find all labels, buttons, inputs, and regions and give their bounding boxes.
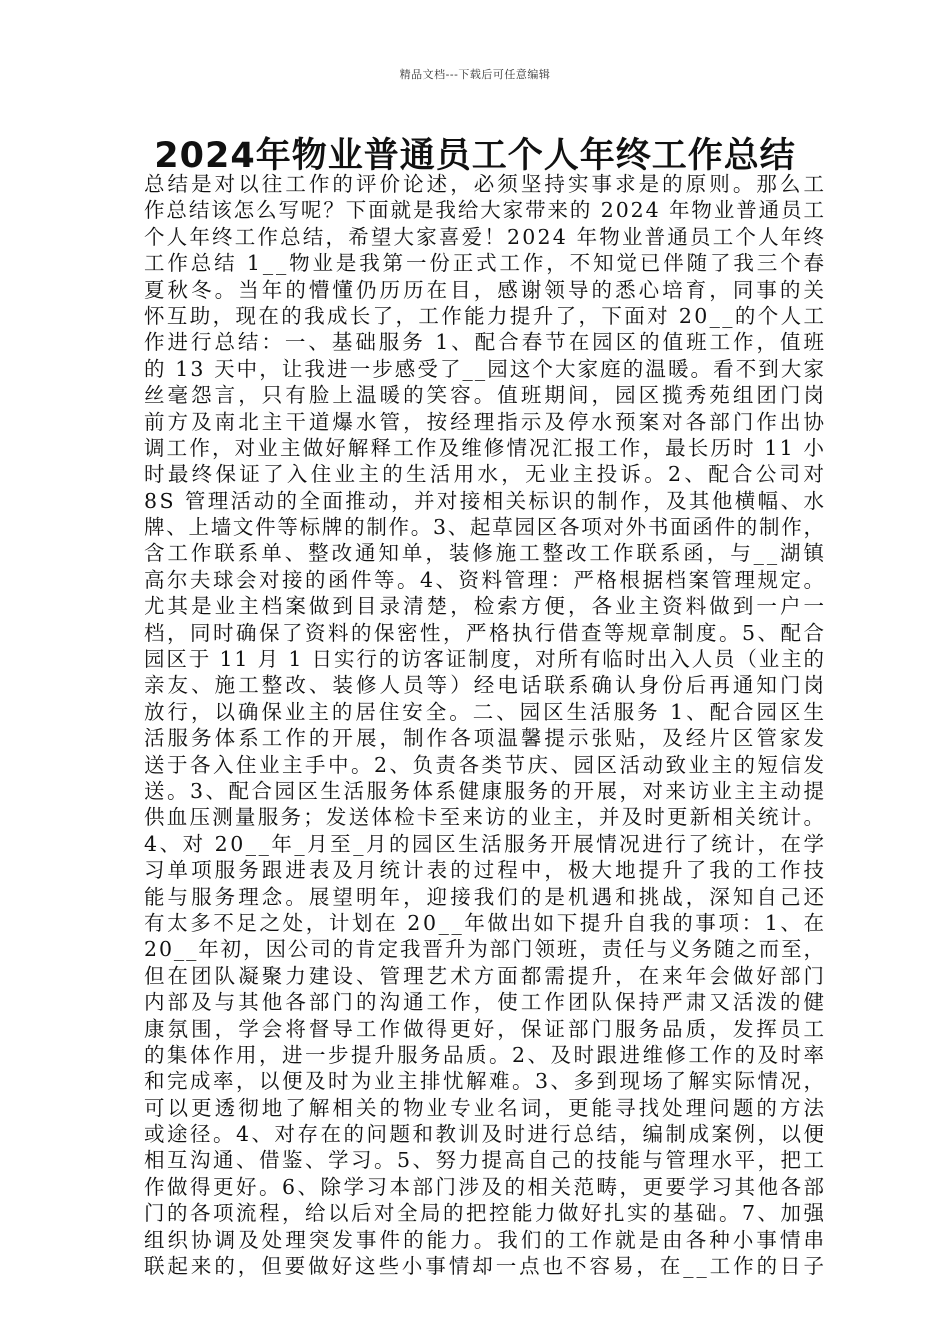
body-text-line-content: 内部及与其他各部门的沟通工作，使工作团队保持严肃又活泼的健 (144, 990, 828, 1015)
body-text-line (144, 171, 828, 197)
body-text-line-content: 园区于 11 月 1 日实行的访客证制度，对所有临时出入人员（业主的 (144, 647, 826, 672)
body-text-line-content: 可以更透彻地了解相关的物业专业名词，更能寻找处理问题的方法 (144, 1095, 828, 1120)
body-text-line-content: 习单项服务跟进表及月统计表的过程中，极大地提升了我的工作技 (144, 858, 828, 883)
body-text-line-content: 作进行总结：一、基础服务 1、配合春节在园区的值班工作，值班 (144, 330, 827, 355)
body-text-line-content: 怀互助，现在的我成长了，工作能力提升了，下面对 20__的个人工 (144, 303, 827, 328)
body-text-line-content: 调工作，对业主做好解释工作及维修情况汇报工作，最长历时 11 小 (144, 435, 827, 460)
body-text-line (144, 620, 827, 646)
body-text-line (144, 329, 827, 355)
body-text-line (144, 197, 824, 223)
body-text-line-content: 个人年终工作总结，希望大家喜爱！2024 年物业普通员工个人年终 (144, 224, 827, 249)
body-text-line (144, 725, 828, 751)
body-text-line-content: 但在团队凝聚力建设、管理艺术方面都需提升，在来年会做好部门 (144, 963, 828, 988)
body-text-line-content: 档，同时确保了资料的保密性，严格执行借查等规章制度。5、配合 (144, 620, 827, 645)
document-title: 2024年物业普通员工个人年终工作总结 (154, 136, 796, 176)
body-text-line-content: 的 13 天中，让我进一步感受了__园这个大家庭的温暖。看不到大家 (144, 356, 827, 381)
body-text-line (144, 804, 827, 830)
body-text-line-content: 20__年初，因公司的肯定我晋升为部门领班，责任与义务随之而至， (144, 937, 826, 962)
body-text-line-content: 门的各项流程，给以后对全局的把控能力做好扎实的基础。7、加强 (144, 1201, 827, 1226)
body-text-line-content: 能与服务理念。展望明年，迎接我们的是机遇和挑战，深知自己还 (144, 884, 828, 909)
body-text-line-content: 和完成率，以便及时为业主排忧解难。3、多到现场了解实际情况， (144, 1069, 827, 1094)
body-text-line-content: 含工作联系单、整改通知单，装修施工整改工作联系函，与__湖镇 (144, 541, 827, 566)
body-text-line (144, 1227, 828, 1253)
body-text-line (144, 540, 827, 566)
body-text-line (144, 699, 827, 725)
body-text-line-content: 亲友、施工整改、装修人员等）经电话联系确认身份后再通知门岗 (144, 673, 828, 698)
body-text-line (144, 752, 827, 778)
body-text-line-content: 有太多不足之处，计划在 20__年做出如下提升自我的事项：1、在 (144, 910, 827, 935)
body-text-line (144, 1147, 827, 1173)
body-text-line (144, 672, 828, 698)
body-text-line-content: 相互沟通、借鉴、学习。5、努力提高自己的技能与管理水平，把工 (144, 1148, 827, 1173)
body-text-line-content: 或途径。4、对存在的问题和教训及时进行总结，编制成案例，以便 (144, 1122, 827, 1147)
body-text-line (144, 250, 827, 276)
body-text-line-content: 作总结该怎么写呢？下面就是我给大家带来的 2024 年物业普通员工 (144, 198, 826, 223)
body-text-line (144, 303, 827, 329)
body-text-line-content: 供血压测量服务；发送体检卡至来访的业主，并及时更新相关统计。 (144, 805, 827, 830)
document-body (144, 171, 828, 1279)
body-text-line-content: 高尔夫球会对接的函件等。4、资料管理：严格根据档案管理规定。 (144, 567, 827, 592)
body-text-line-content: 组织协调及处理突发事件的能力。我们的工作就是由各种小事情串 (144, 1227, 828, 1252)
body-text-line (144, 884, 828, 910)
body-text-line-content: 8S 管理活动的全面推动，并对接相关标识的制作，及其他横幅、水 (144, 488, 827, 513)
body-text-line (144, 277, 828, 303)
body-text-line-content: 工作总结 1__物业是我第一份正式工作，不知觉已伴随了我三个春 (144, 251, 827, 276)
body-text-line (144, 857, 828, 883)
body-text-line-content: 联起来的，但要做好这些小事情却一点也不容易，在__工作的日子 (144, 1254, 827, 1279)
body-text-line (144, 910, 827, 936)
body-text-line-content: 前方及南北主干道爆水管，按经理指示及停水预案对各部门作出协 (144, 409, 828, 434)
body-text-line-content: 放行，以确保业主的居住安全。二、园区生活服务 1、配合园区生 (144, 699, 827, 724)
body-text-line (144, 488, 827, 514)
body-text-line (144, 1200, 827, 1226)
body-text-line (144, 1016, 828, 1042)
body-text-line (144, 1095, 828, 1121)
body-text-line-content: 活服务体系工作的开展，制作各项温馨提示张贴，及经片区管家发 (144, 726, 828, 751)
body-text-line-content: 时最终保证了入住业主的生活用水，无业主投诉。2、配合公司对 (144, 462, 828, 487)
body-text-line (144, 1068, 827, 1094)
body-text-line-content: 夏秋冬。当年的懵懂仍历历在目，感谢领导的悉心培育，同事的关 (144, 277, 828, 302)
body-text-line-content: 丝毫怨言，只有脸上温暖的笑容。值班期间，园区揽秀苑组团门岗 (144, 383, 828, 408)
body-text-line (144, 514, 824, 540)
header-note: 精品文档---下载后可任意编辑 (399, 68, 551, 81)
body-text-line (144, 1253, 827, 1279)
body-text-line-content: 4、对 20__年_月至_月的园区生活服务开展情况进行了统计，在学 (144, 831, 827, 856)
body-text-line (144, 567, 827, 593)
body-text-line (144, 382, 828, 408)
body-text-line (144, 593, 828, 619)
body-text-line (144, 646, 824, 672)
body-text-line (144, 989, 828, 1015)
body-text-line (144, 461, 828, 487)
body-text-line (144, 963, 828, 989)
body-text-line-content: 送。3、配合园区生活服务体系健康服务的开展，对来访业主主动提 (144, 778, 827, 803)
body-text-line-content: 牌、上墙文件等标牌的制作。3、起草园区各项对外书面函件的制作， (144, 515, 826, 540)
body-text-line (144, 1121, 827, 1147)
body-text-line-content: 作做得更好。6、除学习本部门涉及的相关范畴，更要学习其他各部 (144, 1174, 827, 1199)
body-text-line (144, 409, 828, 435)
body-text-line (144, 224, 827, 250)
body-text-line (144, 435, 827, 461)
body-text-line (144, 936, 824, 962)
body-text-line-content: 尤其是业主档案做到目录清楚，检索方便，各业主资料做到一户一 (144, 594, 828, 619)
body-text-line (144, 778, 827, 804)
body-text-line (144, 831, 827, 857)
body-text-line (144, 1174, 827, 1200)
body-text-line (144, 356, 827, 382)
body-text-line (144, 1042, 827, 1068)
body-text-line-content: 送于各入住业主手中。2、负责各类节庆、园区活动致业主的短信发 (144, 752, 827, 777)
body-text-line-content: 的集体作用，进一步提升服务品质。2、及时跟进维修工作的及时率 (144, 1042, 827, 1067)
body-text-line-content: 总结是对以往工作的评价论述，必须坚持实事求是的原则。那么工 (144, 172, 828, 196)
body-text-line-content: 康氛围，学会将督导工作做得更好，保证部门服务品质，发挥员工 (144, 1016, 828, 1041)
